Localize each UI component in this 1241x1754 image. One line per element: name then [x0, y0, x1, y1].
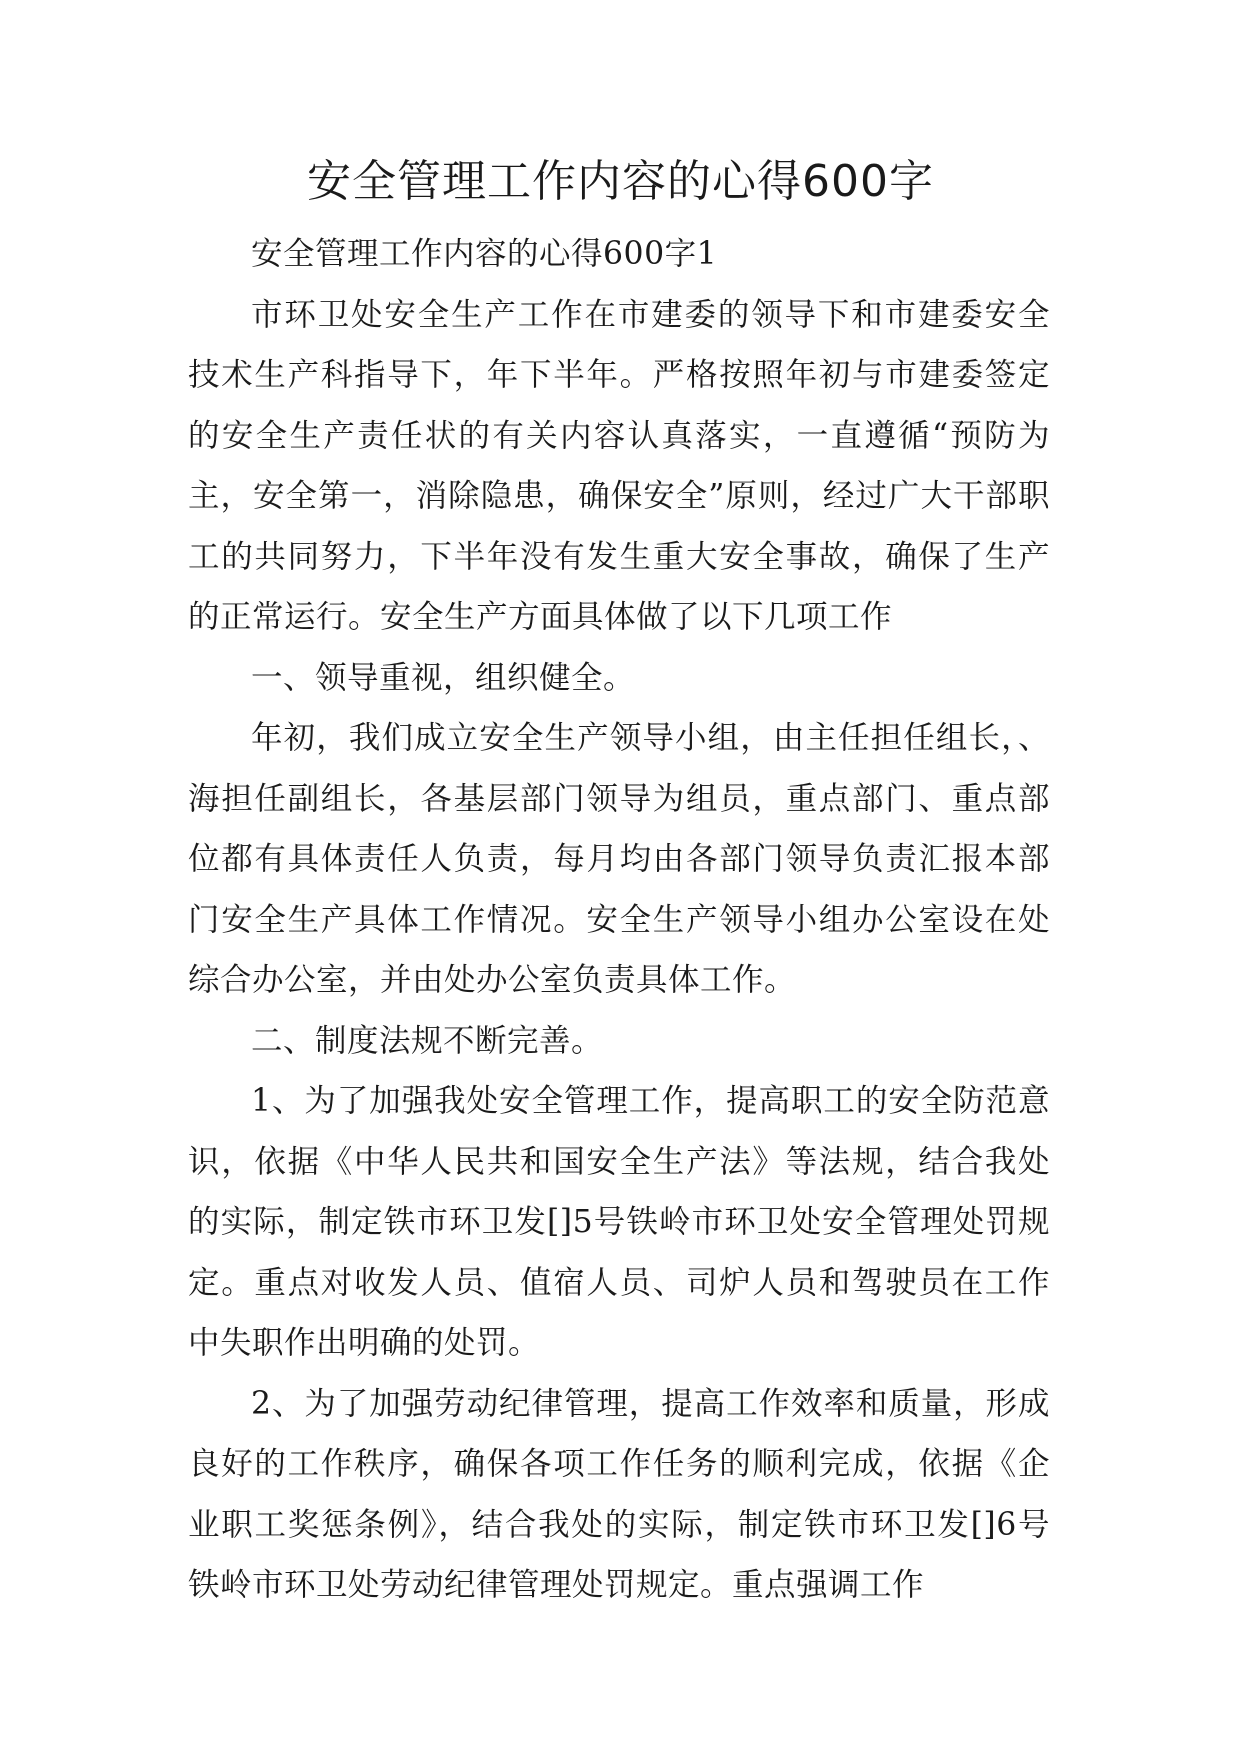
document-body — [188, 224, 1050, 1616]
paragraph-rule-2: 2、为了加强劳动纪律管理，提高工作效率和质量，形成良好的工作秩序，确保各项工作任务的顺利完成，依据《企业职工奖惩条例》，结合我处的实际，制定铁市环卫发[]6号铁岭市环卫处劳动纪律管理处罚规定。重点强调工作 — [188, 1385, 1050, 1603]
section-heading-2: 二、制度法规不断完善。 — [251, 1022, 604, 1059]
paragraph-leadership: 年初，我们成立安全生产领导小组，由主任担任组长，、海担任副组长，各基层部门领导为组员，重点部门、重点部位都有具体责任人负责，每月均由各部门领导负责汇报本部门安全生产具体工作情况。安全生产领导小组办公室设在处综合办公室，并由处办公室负责具体工作。 — [188, 720, 1050, 998]
document-title: 安全管理工作内容的心得600字 — [307, 156, 934, 207]
section-heading-1: 一、领导重视，组织健全。 — [251, 659, 636, 696]
paragraph-subtitle: 安全管理工作内容的心得600字1 — [251, 236, 718, 272]
paragraph-rule-1: 1、为了加强我处安全管理工作，提高职工的安全防范意识，依据《中华人民共和国安全生产法》等法规，结合我处的实际，制定铁市环卫发[]5号铁岭市环卫处安全管理处罚规定。重点对收发人员、值宿人员、司炉人员和驾驶员在工作中失职作出明确的处罚。 — [188, 1083, 1050, 1361]
paragraph-intro: 市环卫处安全生产工作在市建委的领导下和市建委安全技术生产科指导下，年下半年。严格按照年初与市建委签定的安全生产责任状的有关内容认真落实，一直遵循“预防为主，安全第一，消除隐患，确保安全”原则，经过广大干部职工的共同努力，下半年没有发生重大安全事故，确保了生产的正常运行。安全生产方面具体做了以下几项工作 — [188, 296, 1050, 635]
